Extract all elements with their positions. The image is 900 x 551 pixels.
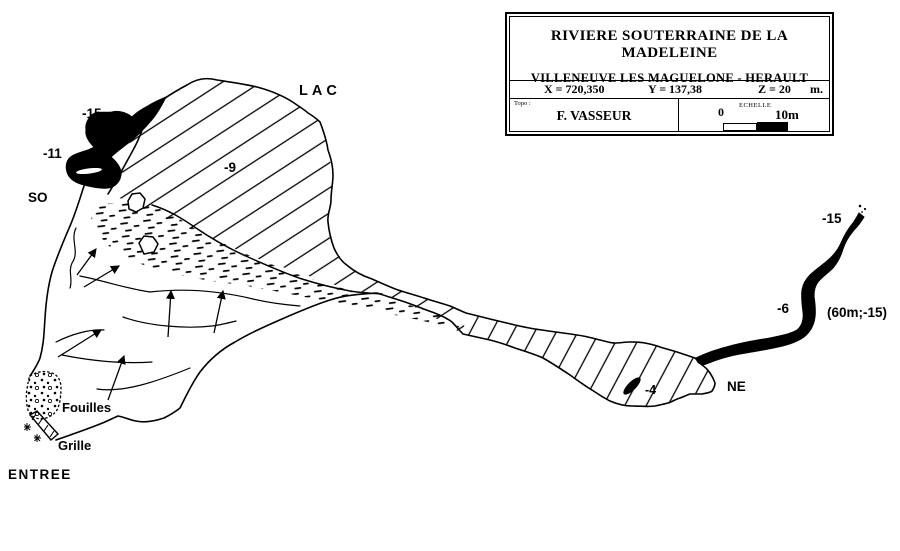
coordinate-y: Y = 137,38 xyxy=(648,82,703,96)
coordinate-x: X = 720,350 xyxy=(544,82,605,96)
label-grille: Grille xyxy=(58,438,92,453)
label-lake-depth: -9 xyxy=(224,160,237,175)
continuation-dots xyxy=(859,205,866,213)
title-block-inner xyxy=(509,16,830,132)
topo-label: Topo : xyxy=(514,100,531,107)
coordinates-row xyxy=(510,80,829,99)
scale-start-label: 0 xyxy=(718,105,724,119)
scale-bar-first-half xyxy=(723,123,757,131)
slope-arrow xyxy=(214,291,223,333)
slope-arrow xyxy=(168,291,171,337)
title-block xyxy=(505,12,834,136)
label-west-depth-11: -11 xyxy=(43,146,62,161)
label-lac: LAC xyxy=(299,83,341,99)
excavation-zone xyxy=(26,372,61,419)
topo-author: F. VASSEUR xyxy=(556,108,632,123)
ne-gallery-area xyxy=(463,313,715,406)
label-east-depth-15: -15 xyxy=(822,211,842,226)
scale-end-label: 10m xyxy=(775,107,799,122)
slope-arrow xyxy=(77,249,96,275)
coordinate-unit: m. xyxy=(810,82,823,96)
map-title: RIVIERE SOUTERRAINE DE LA MADELEINE xyxy=(550,28,789,61)
topo-cell xyxy=(510,99,679,131)
label-fouilles: Fouilles xyxy=(62,400,112,415)
coordinate-z: Z = 20 xyxy=(758,82,791,96)
lake-area xyxy=(108,80,466,334)
chamber-west-wall xyxy=(30,186,84,376)
label-entree: ENTREE xyxy=(8,467,72,482)
ne-sump xyxy=(696,213,864,365)
label-east-note: (60m;-15) xyxy=(827,305,888,320)
label-east-depth-6: -6 xyxy=(777,301,790,316)
label-direction-ne: NE xyxy=(727,379,746,394)
scale-bar xyxy=(723,122,788,131)
scale-label: ECHELLE xyxy=(739,102,772,109)
breakdown-block xyxy=(128,193,145,212)
map-subtitle: VILLENEUVE LES MAGUELONE - HERAULT xyxy=(530,71,809,85)
scale-cell xyxy=(679,99,829,131)
label-gallery-depth: -4 xyxy=(645,383,657,397)
slope-arrow xyxy=(58,330,101,357)
scale-bar-second-half xyxy=(757,122,788,131)
label-direction-so: SO xyxy=(28,190,48,205)
label-west-depth-15: -15 xyxy=(82,106,102,121)
